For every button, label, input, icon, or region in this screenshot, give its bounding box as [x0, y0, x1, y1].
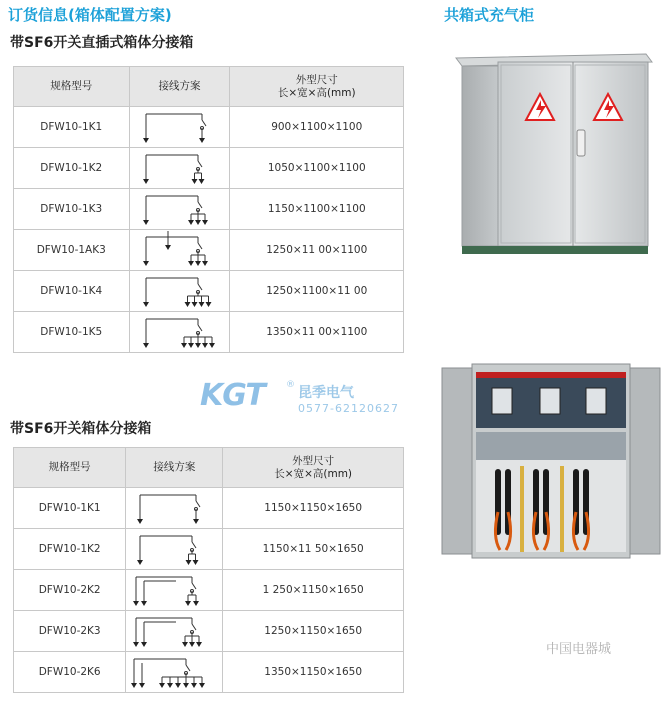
model-cell: DFW10-2K2	[14, 570, 126, 611]
scheme-cell	[126, 570, 223, 611]
scheme-cell	[129, 107, 230, 148]
table-row	[14, 107, 404, 148]
scheme-cell	[126, 529, 223, 570]
table2-header-scheme: 接线方案	[126, 448, 223, 488]
table2-header-size-line2: 长×宽×高(mm)	[274, 467, 353, 480]
wiring-scheme-icon	[126, 612, 222, 650]
model-cell: DFW10-1K5	[14, 312, 130, 353]
size-cell: 1 250×1150×1650	[223, 570, 404, 611]
table-row	[14, 529, 404, 570]
product-title: 共箱式充气柜	[444, 6, 535, 24]
wiring-scheme-icon	[132, 190, 228, 228]
size-cell: 1250×11 00×1100	[230, 230, 404, 271]
watermark: 中国电器城	[546, 642, 612, 657]
logo-brand: 昆季电气	[298, 385, 354, 401]
table2-header-model: 规格型号	[14, 448, 126, 488]
table1-header-size-line1: 外型尺寸	[295, 73, 338, 86]
wiring-scheme-icon	[132, 272, 228, 310]
page-title: 订货信息(箱体配置方案)	[8, 6, 172, 24]
table2-header-size	[223, 448, 404, 488]
table2-subtitle: 带SF6开关箱体分接箱	[10, 421, 152, 437]
scheme-cell	[129, 312, 230, 353]
model-cell: DFW10-1AK3	[14, 230, 130, 271]
table1-header-size-line2: 长×宽×高(mm)	[277, 86, 356, 99]
size-cell: 1050×1100×1100	[230, 148, 404, 189]
size-cell: 1350×1150×1650	[223, 652, 404, 693]
table2-header-size-line1: 外型尺寸	[292, 454, 335, 467]
closed-cabinet-image	[448, 48, 654, 260]
table1-header-scheme: 接线方案	[129, 67, 230, 107]
size-cell: 1250×1150×1650	[223, 611, 404, 652]
table1-header-model: 规格型号	[14, 67, 130, 107]
table-row	[14, 230, 404, 271]
scheme-cell	[129, 271, 230, 312]
scheme-cell	[126, 611, 223, 652]
logo-mark: KGT	[200, 378, 265, 413]
table-row	[14, 611, 404, 652]
table2	[13, 447, 404, 693]
size-cell: 1350×11 00×1100	[230, 312, 404, 353]
wiring-scheme-icon	[132, 149, 228, 187]
scheme-cell	[129, 189, 230, 230]
scheme-cell	[126, 652, 223, 693]
size-cell: 1150×1150×1650	[223, 488, 404, 529]
table-row	[14, 488, 404, 529]
model-cell: DFW10-1K2	[14, 148, 130, 189]
model-cell: DFW10-2K3	[14, 611, 126, 652]
scheme-cell	[129, 148, 230, 189]
scheme-cell	[126, 488, 223, 529]
table-row	[14, 189, 404, 230]
company-logo	[200, 378, 400, 418]
open-cabinet-image	[440, 362, 662, 560]
table1	[13, 66, 404, 353]
table-row	[14, 312, 404, 353]
size-cell: 1250×1100×11 00	[230, 271, 404, 312]
wiring-scheme-icon	[132, 231, 228, 269]
table-row	[14, 148, 404, 189]
table1-subtitle: 带SF6开关直插式箱体分接箱	[10, 35, 194, 51]
size-cell: 900×1100×1100	[230, 107, 404, 148]
wiring-scheme-icon	[132, 313, 228, 351]
table-row	[14, 271, 404, 312]
table1-header-size	[230, 67, 404, 107]
model-cell: DFW10-2K6	[14, 652, 126, 693]
wiring-scheme-icon	[126, 571, 222, 609]
size-cell: 1150×1100×1100	[230, 189, 404, 230]
door-handle-icon	[577, 130, 585, 156]
size-cell: 1150×11 50×1650	[223, 529, 404, 570]
wiring-scheme-icon	[126, 653, 222, 691]
model-cell: DFW10-1K1	[14, 107, 130, 148]
table-row	[14, 570, 404, 611]
scheme-cell	[129, 230, 230, 271]
logo-registered: ®	[286, 380, 295, 390]
model-cell: DFW10-1K2	[14, 529, 126, 570]
table-row	[14, 652, 404, 693]
model-cell: DFW10-1K4	[14, 271, 130, 312]
logo-phone: 0577-62120627	[298, 402, 399, 415]
wiring-scheme-icon	[132, 108, 228, 146]
model-cell: DFW10-1K3	[14, 189, 130, 230]
wiring-scheme-icon	[126, 530, 222, 568]
model-cell: DFW10-1K1	[14, 488, 126, 529]
wiring-scheme-icon	[126, 489, 222, 527]
